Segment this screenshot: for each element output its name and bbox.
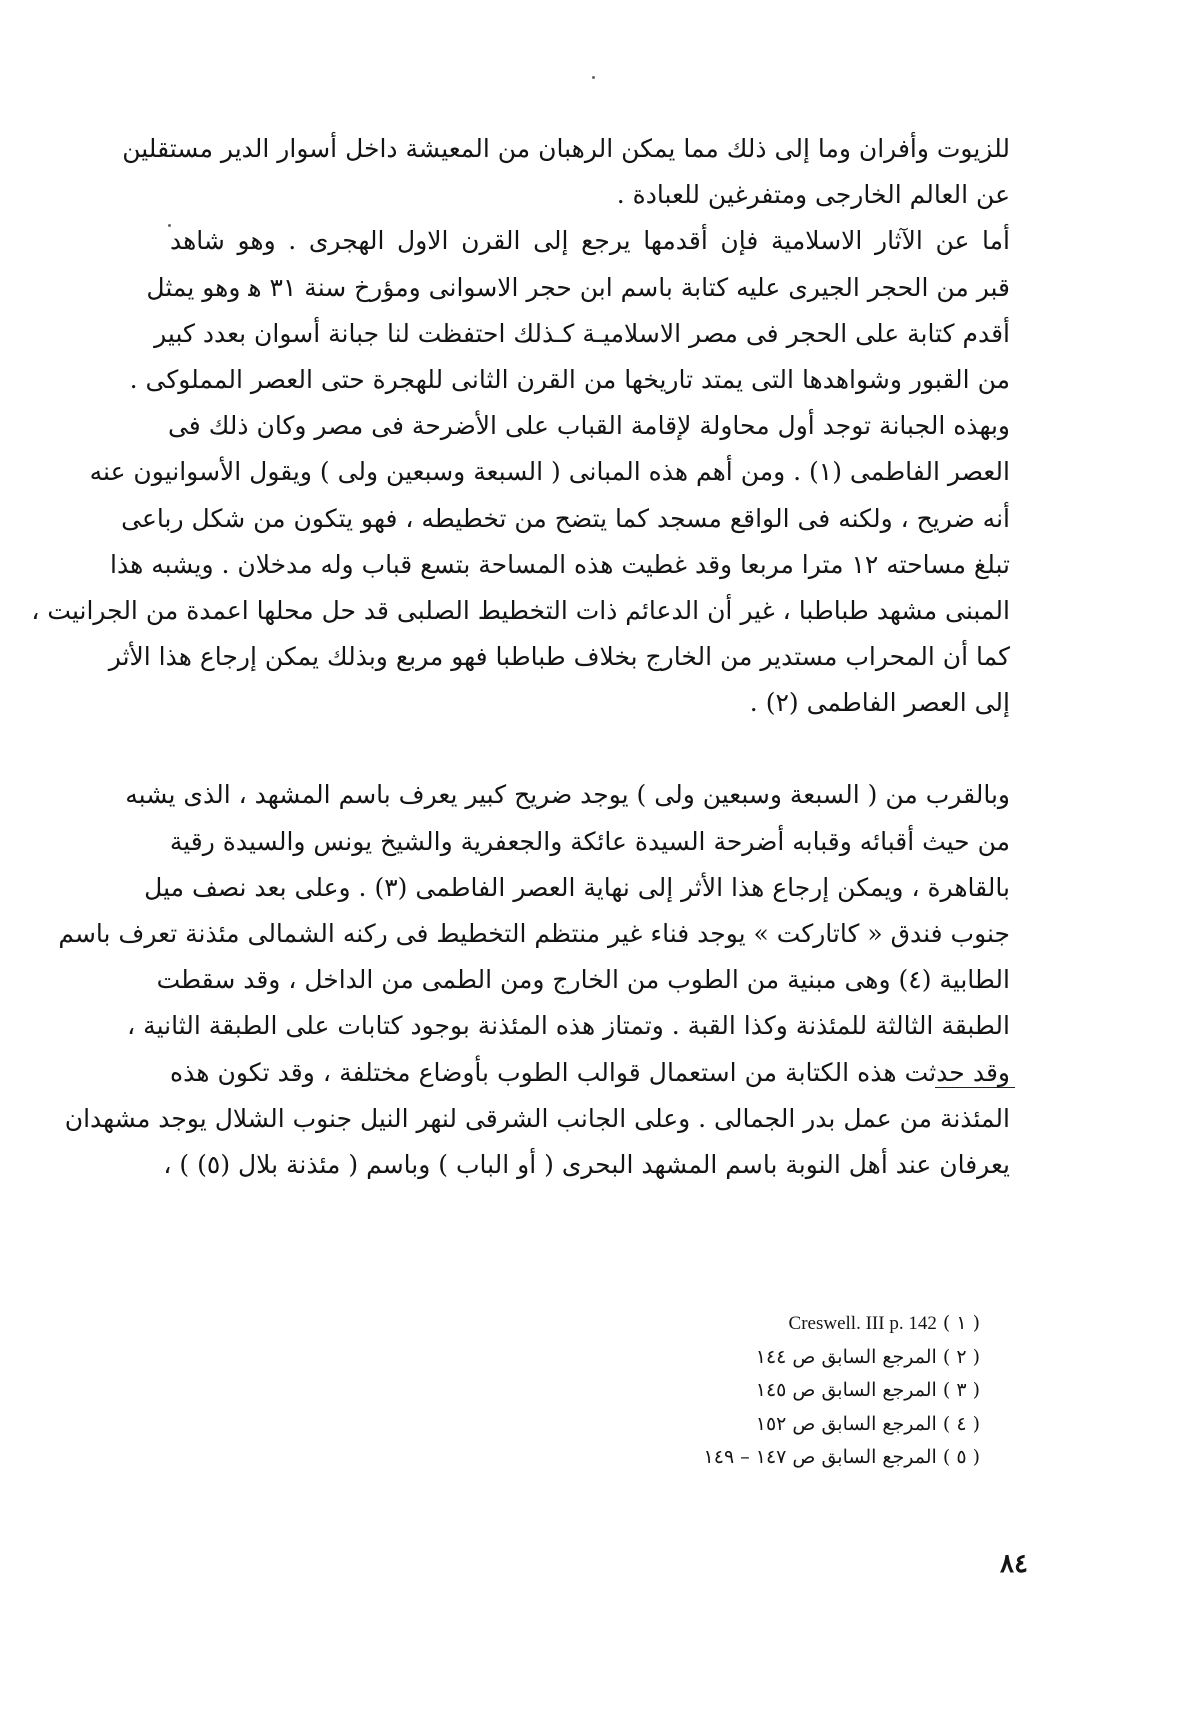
text-line: جنوب فندق « كاتاركت » يوجد فناء غير منتظم التخطيط فى ركنه الشمالى مئذنة تعرف باسم xyxy=(58,919,1010,948)
text-line: المبنى مشهد طباطبا ، غير أن الدعائم ذات التخطيط الصلبى قد حل محلها اعمدة من الجرانيت ، xyxy=(31,595,1010,625)
text-line: من حيث أقبائه وقبابه أضرحة السيدة عائكة والجعفرية والشيخ يونس والسيدة رقية xyxy=(169,826,1010,856)
footnote-marker: ( ١ ) xyxy=(942,1312,980,1334)
text-line: العصر الفاطمى (١) . ومن أهم هذه المبانى ( السبعة وسبعين ولى ) ويقول الأسوانيون عنه xyxy=(89,457,1010,487)
footnote-text: Creswell. III p. 142 xyxy=(788,1313,937,1334)
text-line: الطبقة الثالثة للمئذنة وكذا القبة . وتمتاز هذه المئذنة بوجود كتابات على الطبقة الثانية ، xyxy=(127,1011,1010,1041)
footnote-marker: ( ٤ ) xyxy=(942,1412,980,1435)
footnote xyxy=(560,1341,980,1375)
footnote-separator xyxy=(935,1087,1015,1088)
text-line: للزيوت وأفران وما إلى ذلك مما يمكن الرهبان من المعيشة داخل أسوار الدير مستقلين xyxy=(122,134,1010,163)
footnote xyxy=(560,1374,980,1408)
footnote xyxy=(560,1307,980,1341)
text-line: عن العالم الخارجى ومتفرغين للعبادة . xyxy=(616,180,1010,210)
text-line: وبالقرب من ( السبعة وسبعين ولى ) يوجد ضريح كبير يعرف باسم المشهد ، الذى يشبه xyxy=(125,780,1010,810)
footnotes xyxy=(560,1307,980,1475)
page-number: ٨٤ xyxy=(1000,1549,1028,1579)
footnote-text: المرجع السابق ص ١٥٢ xyxy=(755,1412,937,1435)
scan-speck xyxy=(168,224,171,227)
footnote-text: المرجع السابق ص ١٤٧ – ١٤٩ xyxy=(703,1446,937,1468)
footnote xyxy=(560,1441,980,1475)
text-line: وبهذه الجبانة توجد أول محاولة لإقامة القباب على الأضرحة فى مصر وكان ذلك فى xyxy=(167,411,1010,441)
footnote-marker: ( ٣ ) xyxy=(942,1379,980,1401)
body-text xyxy=(31,126,1010,1188)
scan-speck xyxy=(592,76,595,79)
text-line: المئذنة من عمل بدر الجمالى . وعلى الجانب الشرقى لنهر النيل جنوب الشلال يوجد مشهدان xyxy=(64,1103,1010,1133)
text-line: كما أن المحراب مستدير من الخارج بخلاف طباطبا فهو مربع وبذلك يمكن إرجاع هذا الأثر xyxy=(108,642,1010,672)
text-line: قبر من الحجر الجيرى عليه كتابة باسم ابن حجر الاسوانى ومؤرخ سنة ٣١ ﻫ وهو يمثل xyxy=(146,272,1010,302)
paragraph-gap xyxy=(170,726,1010,772)
text-line: أما عن الآثار الاسلامية فإن أقدمها يرجع إلى القرن الاول الهجرى . وهو شاهد xyxy=(170,226,1010,256)
text-line: أنه ضريح ، ولكنه فى الواقع مسجد كما يتضح من تخطيطه ، فهو يتكون من شكل رباعى xyxy=(121,503,1010,533)
footnote-text: المرجع السابق ص ١٤٤ xyxy=(755,1345,937,1368)
footnote-text: المرجع السابق ص ١٤٥ xyxy=(755,1379,937,1401)
text-line: إلى العصر الفاطمى (٢) . xyxy=(749,688,1010,718)
footnote xyxy=(560,1408,980,1442)
footnote-marker: ( ٢ ) xyxy=(942,1345,980,1368)
text-line: أقدم كتابة على الحجر فى مصر الاسلاميـة كـذلك احتفظت لنا جبانة أسوان بعدد كبير xyxy=(154,318,1010,348)
text-line: من القبور وشواهدها التى يمتد تاريخها من القرن الثانى للهجرة حتى العصر المملوكى . xyxy=(129,364,1010,394)
text-line: الطابية (٤) وهى مبنية من الطوب من الخارج ومن الطمى من الداخل ، وقد سقطت xyxy=(156,965,1010,995)
footnote-marker: ( ٥ ) xyxy=(942,1446,980,1468)
text-line: وقد حدثت هذه الكتابة من استعمال قوالب الطوب بأوضاع مختلفة ، وقد تكون هذه xyxy=(170,1057,1010,1087)
text-line: بالقاهرة ، ويمكن إرجاع هذا الأثر إلى نهاية العصر الفاطمى (٣) . وعلى بعد نصف ميل xyxy=(144,872,1010,902)
text-line: تبلغ مساحته ١٢ مترا مربعا وقد غطيت هذه المساحة بتسع قباب وله مدخلان . ويشبه هذا xyxy=(110,549,1010,579)
text-line: يعرفان عند أهل النوبة باسم المشهد البحرى ( أو الباب ) وباسم ( مئذنة بلال (٥) ) ، xyxy=(163,1149,1010,1179)
